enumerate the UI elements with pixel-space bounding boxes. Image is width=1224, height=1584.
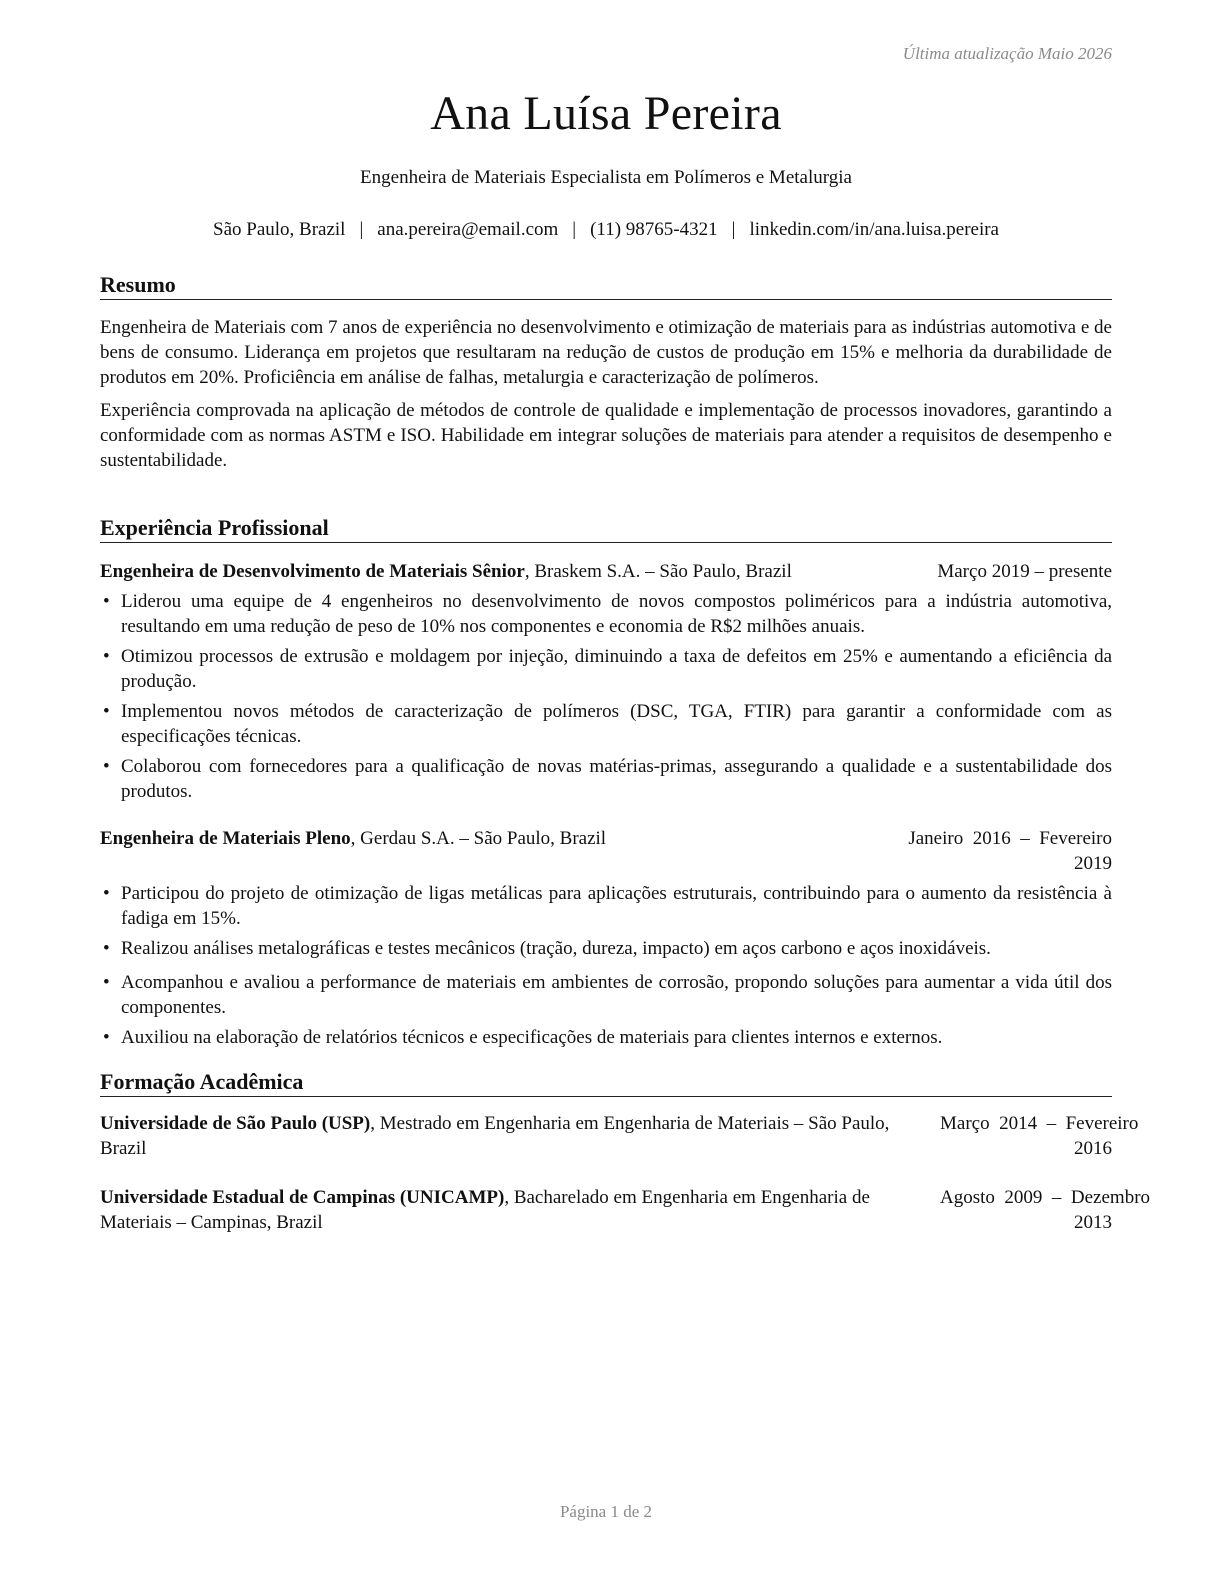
education-degree: , Bacharelado em Engenharia em Engenharia de Materiais – Campinas, Brazil [100,1187,870,1233]
last-updated-label: Última atualização Maio 2026 [902,44,1112,63]
education-dates-line: 2016 [1074,1138,1112,1159]
experience-heading: Experiência Profissional [100,515,1112,543]
job-bullets [100,589,1112,804]
education-section [100,1069,1151,1235]
page-number: Página 1 de 2 [559,1502,653,1521]
summary-heading: Resumo [100,272,1112,300]
contact-email[interactable]: ana.pereira@email.com [377,219,559,240]
job-dates: Março 2019 – presente [937,561,1112,582]
job-bullet: • Liderou uma equipe de 4 engenheiros no desenvolvimento de novos compostos poliméricos para a indústria automotiva, resultando em uma redução de peso de 10% nos componentes e economia de R$2 milhões anuais. [100,589,1112,639]
education-degree: , Mestrado em Engenharia em Engenharia de Materiais – São Paulo, Brazil [100,1113,890,1159]
job-role: Engenheira de Desenvolvimento de Materiais Sênior [100,561,525,582]
contact-separator: | [731,219,736,240]
job-bullet: • Participou do projeto de otimização de ligas metálicas para aplicações estruturais, contribuindo para o aumento da resistência à fadiga em 15%. [100,881,1112,931]
job-entry [100,559,1112,804]
summary-paragraph: Engenheira de Materiais com 7 anos de experiência no desenvolvimento e otimização de materiais para as indústrias automotiva e de bens de consumo. Liderança em projetos que resultaram na redução de custos de produção em 15% e melhoria da durabilidade de produtos em 20%. Proficiência em análise de falhas, metalurgia e caracterização de polímeros. [100,317,1112,388]
candidate-name: Ana Luísa Pereira [430,87,782,140]
job-dates-line: Janeiro 2016 – Fevereiro [908,828,1112,849]
job-company: , Gerdau S.A. – São Paulo, Brazil [350,828,607,849]
contact-linkedin[interactable]: linkedin.com/in/ana.luisa.pereira [749,219,999,240]
job-bullets [100,881,1112,1050]
job-header [100,559,1112,584]
education-dates [940,1111,1139,1161]
summary-paragraph: Experiência comprovada na aplicação de métodos de controle de qualidade e implementação de processos inovadores, garantindo a conformidade com as normas ASTM e ISO. Habilidade em integrar soluções de materiais para atender a requisitos de desempenho e sustentabilidade. [100,400,1112,471]
job-header [100,826,1112,876]
education-entry [100,1185,1151,1235]
education-entry [100,1111,1139,1161]
contact-location: São Paulo, Brazil [213,219,346,240]
education-dates-line: 2013 [1074,1212,1112,1233]
job-entry [100,826,1112,1050]
contact-phone[interactable]: (11) 98765-4321 [590,219,718,240]
job-bullet: • Otimizou processos de extrusão e moldagem por injeção, diminuindo a taxa de defeitos em 25% e aumentando a eficiência da produção. [100,644,1112,694]
contact-separator: | [359,219,364,240]
job-role: Engenheira de Materiais Pleno [100,828,351,849]
summary-section [100,272,1112,473]
education-dates [940,1185,1151,1235]
candidate-headline: Engenheira de Materiais Especialista em Polímeros e Metalurgia [360,167,852,188]
job-bullet: • Auxiliou na elaboração de relatórios técnicos e especificações de materiais para clientes internos e externos. [100,1025,1112,1050]
education-heading: Formação Acadêmica [100,1069,1112,1097]
education-school: Universidade de São Paulo (USP) [100,1113,371,1134]
education-school: Universidade Estadual de Campinas (UNICAMP) [100,1187,505,1208]
education-dates-line: Agosto 2009 – Dezembro [940,1187,1151,1208]
job-bullet: • Implementou novos métodos de caracterização de polímeros (DSC, TGA, FTIR) para garantir a conformidade com as especificações técnicas. [100,699,1112,749]
resume-page [100,0,1151,1584]
contact-separator: | [572,219,577,240]
job-bullet: • Colaborou com fornecedores para a qualificação de novas matérias-primas, assegurando a qualidade e a sustentabilidade dos produtos. [100,754,1112,804]
job-company: , Braskem S.A. – São Paulo, Brazil [524,561,792,582]
job-dates [908,826,1112,876]
job-bullet: • Realizou análises metalográficas e testes mecânicos (tração, dureza, impacto) em aços carbono e aços inoxidáveis. [100,936,1112,961]
experience-section [100,515,1112,1050]
job-bullet: • Acompanhou e avaliou a performance de materiais em ambientes de corrosão, propondo soluções para aumentar a vida útil dos componentes. [100,970,1112,1020]
contact-line [100,219,1112,241]
education-dates-line: Março 2014 – Fevereiro [940,1113,1139,1134]
job-dates-line: 2019 [1074,853,1112,874]
